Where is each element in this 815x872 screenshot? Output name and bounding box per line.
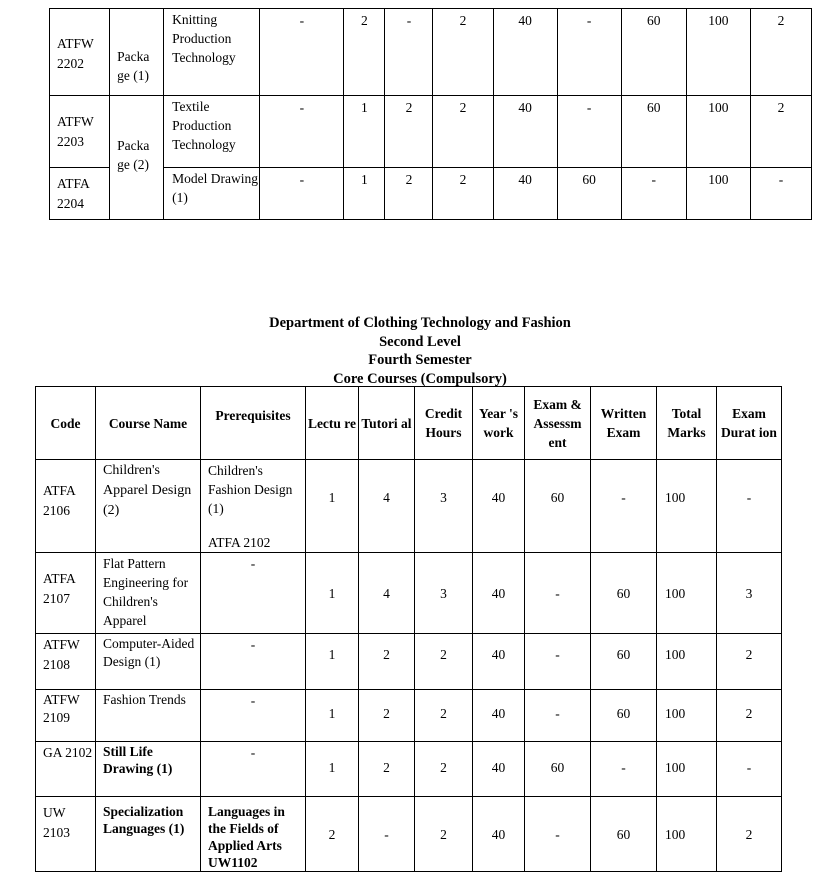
years-work: 40 [473,690,525,742]
table-row [36,742,782,797]
cell: - [621,168,686,220]
cell: 2 [433,96,493,168]
lecture: 2 [306,797,359,872]
course-code: ATFW 2108 [36,634,96,690]
table-row [50,96,812,168]
years-work: 40 [473,460,525,553]
cell: 2 [750,96,811,168]
course-name: Flat Pattern Engineering for Children's Apparel [96,553,201,634]
header-code: Code [36,387,96,460]
course-code: ATFA 2204 [50,168,110,220]
course-name: Fashion Trends [96,690,201,742]
cell: 2 [433,168,493,220]
header-total-marks: Total Marks [657,387,717,460]
exam-assessment: - [525,797,591,872]
course-code: ATFW 2109 [36,690,96,742]
written-exam: 60 [591,553,657,634]
total-marks: 100 [657,634,717,690]
credit-hours: 3 [415,460,473,553]
table-row [36,690,782,742]
exam-assessment: 60 [525,460,591,553]
cell: 60 [621,96,686,168]
total-marks: 100 [657,797,717,872]
years-work: 40 [473,634,525,690]
exam-assessment: 60 [525,742,591,797]
header-credit-hours: Credit Hours [415,387,473,460]
course-name: Textile Production Technology [164,96,260,168]
lecture: 1 [306,460,359,553]
cell: 2 [385,168,433,220]
courses-type-title: Core Courses (Compulsory) [333,370,507,387]
exam-duration: - [717,460,782,553]
cell: 2 [433,9,493,96]
tutorial: 2 [359,742,415,797]
credit-hours: 2 [415,690,473,742]
cell: - [260,168,344,220]
written-exam: 60 [591,634,657,690]
course-code: ATFA 2106 [36,460,96,553]
header-written-exam: Written Exam [591,387,657,460]
credit-hours: 2 [415,742,473,797]
cell: 1 [344,168,385,220]
table-row [36,797,782,872]
cell: 40 [493,9,557,96]
cell: 40 [493,96,557,168]
course-code: UW 2103 [36,797,96,872]
cell: - [260,9,344,96]
cell: - [385,9,433,96]
lecture: 1 [306,742,359,797]
written-exam: - [591,460,657,553]
course-name: Computer-Aided Design (1) [96,634,201,690]
credit-hours: 3 [415,553,473,634]
cell: 1 [344,96,385,168]
tutorial: - [359,797,415,872]
exam-duration: 2 [717,634,782,690]
cell: 60 [621,9,686,96]
table-row [36,460,782,553]
course-name: Knitting Production Technology [164,9,260,96]
exam-assessment: - [525,634,591,690]
lecture: 1 [306,634,359,690]
prerequisite-name: Children's Fashion Design (1) [208,463,293,516]
department-title: Department of Clothing Technology and Fashion [269,315,571,331]
course-name: Specialization Languages (1) [96,797,201,872]
tutorial: 4 [359,460,415,553]
cell: - [557,9,621,96]
course-code: ATFW 2202 [50,9,110,96]
exam-duration: 3 [717,553,782,634]
written-exam: 60 [591,690,657,742]
exam-assessment: - [525,553,591,634]
semester-title: Fourth Semester [368,352,472,368]
course-name: Still Life Drawing (1) [96,742,201,797]
exam-assessment: - [525,690,591,742]
header-row [36,387,782,460]
exam-duration: 2 [717,797,782,872]
lecture: 1 [306,690,359,742]
prerequisite: Languages in the Fields of Applied Arts UW1102 [201,797,306,872]
total-marks: 100 [657,460,717,553]
years-work: 40 [473,553,525,634]
level-title: Second Level [379,333,461,350]
credit-hours: 2 [415,797,473,872]
prerequisite: - [201,634,306,690]
total-marks: 100 [657,690,717,742]
package-label: Packa ge (1) [110,9,164,96]
tutorial: 2 [359,634,415,690]
tutorial: 4 [359,553,415,634]
header-exam-assessment: Exam & Assessm ent [525,387,591,460]
table-row [36,553,782,634]
exam-duration: - [717,742,782,797]
course-name: Children's Apparel Design (2) [96,460,201,553]
cell: 60 [557,168,621,220]
prerequisite: - [201,553,306,634]
written-exam: - [591,742,657,797]
core-courses-table [35,386,782,872]
tutorial: 2 [359,690,415,742]
cell: 2 [750,9,811,96]
prerequisite: - [201,742,306,797]
prerequisite [201,460,306,553]
header-exam-duration: Exam Durat ion [717,387,782,460]
years-work: 40 [473,797,525,872]
course-code: GA 2102 [36,742,96,797]
prerequisite-code: ATFA 2102 [208,535,271,550]
cell: 100 [686,9,750,96]
package-label: Packa ge (2) [110,96,164,220]
cell: 100 [686,168,750,220]
package-courses-table [49,8,812,220]
header-years-work: Year 's work [473,387,525,460]
written-exam: 60 [591,797,657,872]
years-work: 40 [473,742,525,797]
prerequisite: - [201,690,306,742]
exam-duration: 2 [717,690,782,742]
lecture: 1 [306,553,359,634]
course-name: Model Drawing (1) [164,168,260,220]
cell: 2 [385,96,433,168]
header-tutorial: Tutori al [359,387,415,460]
credit-hours: 2 [415,634,473,690]
cell: 2 [344,9,385,96]
table-row [36,634,782,690]
section-heading [0,314,815,388]
header-prerequisites: Prerequisites [201,387,306,460]
header-lecture: Lectu re [306,387,359,460]
cell: - [750,168,811,220]
total-marks: 100 [657,742,717,797]
cell: - [557,96,621,168]
header-course-name: Course Name [96,387,201,460]
total-marks: 100 [657,553,717,634]
cell: 100 [686,96,750,168]
cell: - [260,96,344,168]
cell: 40 [493,168,557,220]
table-row [50,168,812,220]
table-row [50,9,812,96]
course-code: ATFW 2203 [50,96,110,168]
course-code: ATFA 2107 [36,553,96,634]
